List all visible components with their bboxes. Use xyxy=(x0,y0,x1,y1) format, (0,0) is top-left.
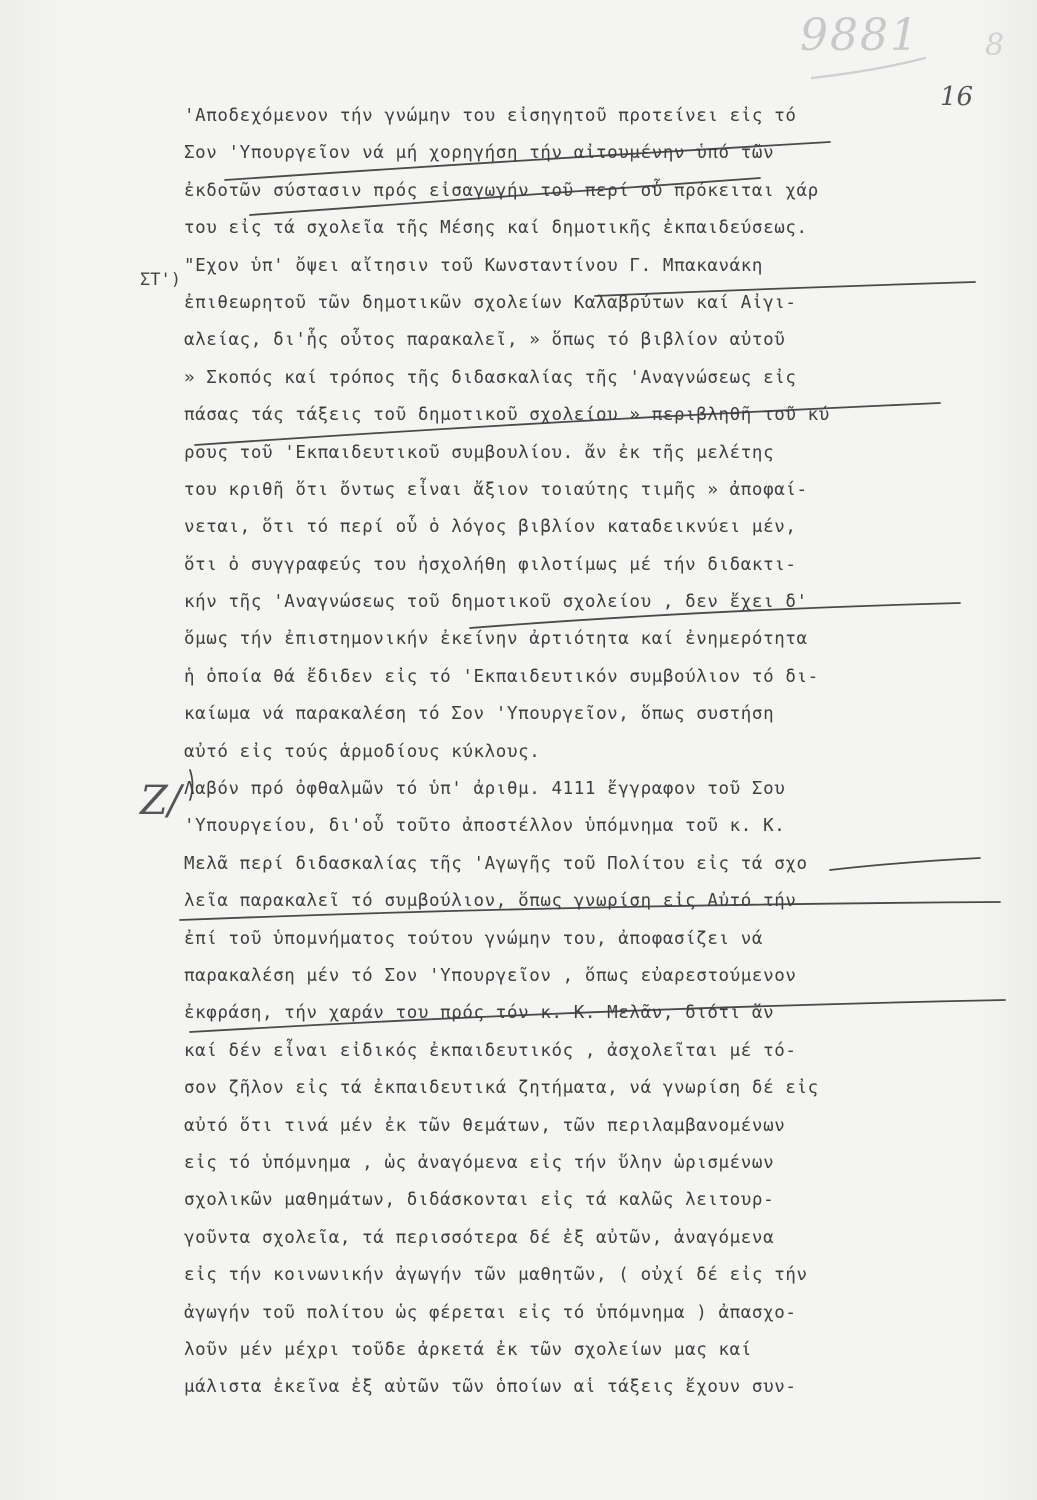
text-line: πάσας τάς τάξεις τοῦ δημοτικοῦ σχολείου » περιβληθῆ τοῦ κύ xyxy=(184,405,830,426)
text-line: εἰς τό ὑπόμνημα , ὡς ἀναγόμενα εἰς τήν ὕλην ὡρισμένων xyxy=(184,1152,775,1173)
text-line: 'Αποδεχόμενον τήν γνώμην του εἰσηγητοῦ προτείνει εἰς τό xyxy=(184,106,797,126)
text-line: εἰς τήν κοινωνικήν ἀγωγήν τῶν μαθητῶν, ( οὐχί δέ εἰς τήν xyxy=(184,1265,808,1286)
text-line: 'Υπουργείου, δι'οὗ τοῦτο ἀποστέλλον ὑπόμνημα τοῦ κ. Κ. xyxy=(184,816,786,837)
text-line: καίωμα νά παρακαλέση τό Σον 'Υπουργεῖον, ὅπως συστήση xyxy=(184,704,775,725)
text-line: νεται, ὅτι τό περί οὗ ὁ λόγος βιβλίον καταδεικνύει μέν, xyxy=(184,517,797,538)
text-line: ἐκδοτῶν σύστασιν πρός εἰσαγωγήν τοῦ περί οὗ πρόκειται χάρ xyxy=(184,180,819,201)
text-line: του κριθῆ ὅτι ὄντως εἶναι ἄξιον τοιαύτης τιμῆς » ἀποφαί- xyxy=(184,479,808,500)
text-line: » Σκοπός καί τρόπος τῆς διδασκαλίας τῆς 'Αναγνώσεως εἰς xyxy=(184,367,797,388)
section-label-st: ΣΤ') xyxy=(140,270,181,290)
text-line: ἡ ὁποία θά ἔδιδεν εἰς τό 'Εκπαιδευτικόν συμβούλιον τό δι- xyxy=(184,666,819,687)
archive-mark-annotation: 8 xyxy=(985,28,1005,63)
text-line: ὅμως τήν ἐπιστημονικήν ἐκείνην ἀρτιότητα καί ἐνημερότητα xyxy=(184,629,808,650)
text-line: λεῖα παρακαλεῖ τό συμβούλιον, ὅπως γνωρίση εἰς Αὐτό τήν xyxy=(184,891,797,912)
archive-number-annotation: 9881 xyxy=(800,10,920,61)
text-line: σχολικῶν μαθημάτων, διδάσκονται εἰς τά καλῶς λειτουρ- xyxy=(184,1190,775,1211)
text-line: καί δέν εἶναι εἰδικός ἐκπαιδευτικός , ἀσχολεῖται μέ τό- xyxy=(184,1040,797,1061)
text-line: αὐτό εἰς τούς ἁρμοδίους κύκλους. xyxy=(184,741,541,762)
text-line: Σον 'Υπουργεῖον νά μή χορηγήση τήν αἰτουμένην ὑπό τῶν xyxy=(184,143,775,164)
body-text xyxy=(184,98,1024,1407)
text-line: ἀγωγήν τοῦ πολίτου ὡς φέρεται εἰς τό ὑπόμνημα ) ἀπασχο- xyxy=(184,1302,797,1323)
text-line: "Εχον ὑπ' ὄψει αἴτησιν τοῦ Κωνσταντίνου Γ. Μπακανάκη xyxy=(184,255,764,276)
text-line: αλείας, δι'ἧς οὗτος παρακαλεῖ, » ὅπως τό βιβλίον αὐτοῦ xyxy=(184,330,786,351)
text-line: ρους τοῦ 'Εκπαιδευτικοῦ συμβουλίου. ἄν ἐκ τῆς μελέτης xyxy=(184,442,775,463)
text-line: κήν τῆς 'Αναγνώσεως τοῦ δημοτικοῦ σχολείου , δεν ἔχει δ' xyxy=(184,592,808,613)
text-line: σον ζῆλον εἰς τά ἐκπαιδευτικά ζητήματα, νά γνωρίση δέ εἰς xyxy=(184,1078,819,1099)
text-line: μάλιστα ἐκεῖνα ἐξ αὐτῶν τῶν ὁποίων αἱ τάξεις ἔχουν συν- xyxy=(184,1377,797,1398)
text-line: λοῦν μέν μέχρι τοῦδε ἀρκετά ἐκ τῶν σχολείων μας καί xyxy=(184,1339,752,1360)
text-line: ἐκφράση, τήν χαράν του πρός τόν κ. Κ. Μελᾶν, διότι ἄν xyxy=(184,1003,775,1024)
text-line: Μελᾶ περί διδασκαλίας τῆς 'Αγωγῆς τοῦ Πολίτου εἰς τά σχο xyxy=(184,853,808,874)
text-line: του εἰς τά σχολεῖα τῆς Μέσης καί δημοτικῆς ἐκπαιδεύσεως. xyxy=(184,218,808,239)
text-line: ἐπιθεωρητοῦ τῶν δημοτικῶν σχολείων Καλαβρύτων καί Αἰγι- xyxy=(184,292,797,313)
text-line: γοῦντα σχολεῖα, τά περισσότερα δέ ἐξ αὐτῶν, ἀναγόμενα xyxy=(184,1227,775,1248)
section-mark-z: Ζ/ xyxy=(140,778,182,824)
text-line: Λαβόν πρό ὀφθαλμῶν τό ὑπ' ἀριθμ. 4111 ἔγγραφον τοῦ Σου xyxy=(184,779,786,800)
page-number: 16 xyxy=(940,82,974,112)
archive-number-underline xyxy=(812,58,925,78)
text-line: ἐπί τοῦ ὑπομνήματος τούτου γνώμην του, ἀποφασίζει νά xyxy=(184,928,764,949)
text-line: παρακαλέση μέν τό Σον 'Υπουργεῖον , ὅπως εὐαρεστούμενον xyxy=(184,965,797,986)
text-line: ὅτι ὁ συγγραφεύς του ἠσχολήθη φιλοτίμως μέ τήν διδακτι- xyxy=(184,554,797,575)
text-line: αὐτό ὅτι τινά μέν ἐκ τῶν θεμάτων, τῶν περιλαμβανομένων xyxy=(184,1115,786,1136)
